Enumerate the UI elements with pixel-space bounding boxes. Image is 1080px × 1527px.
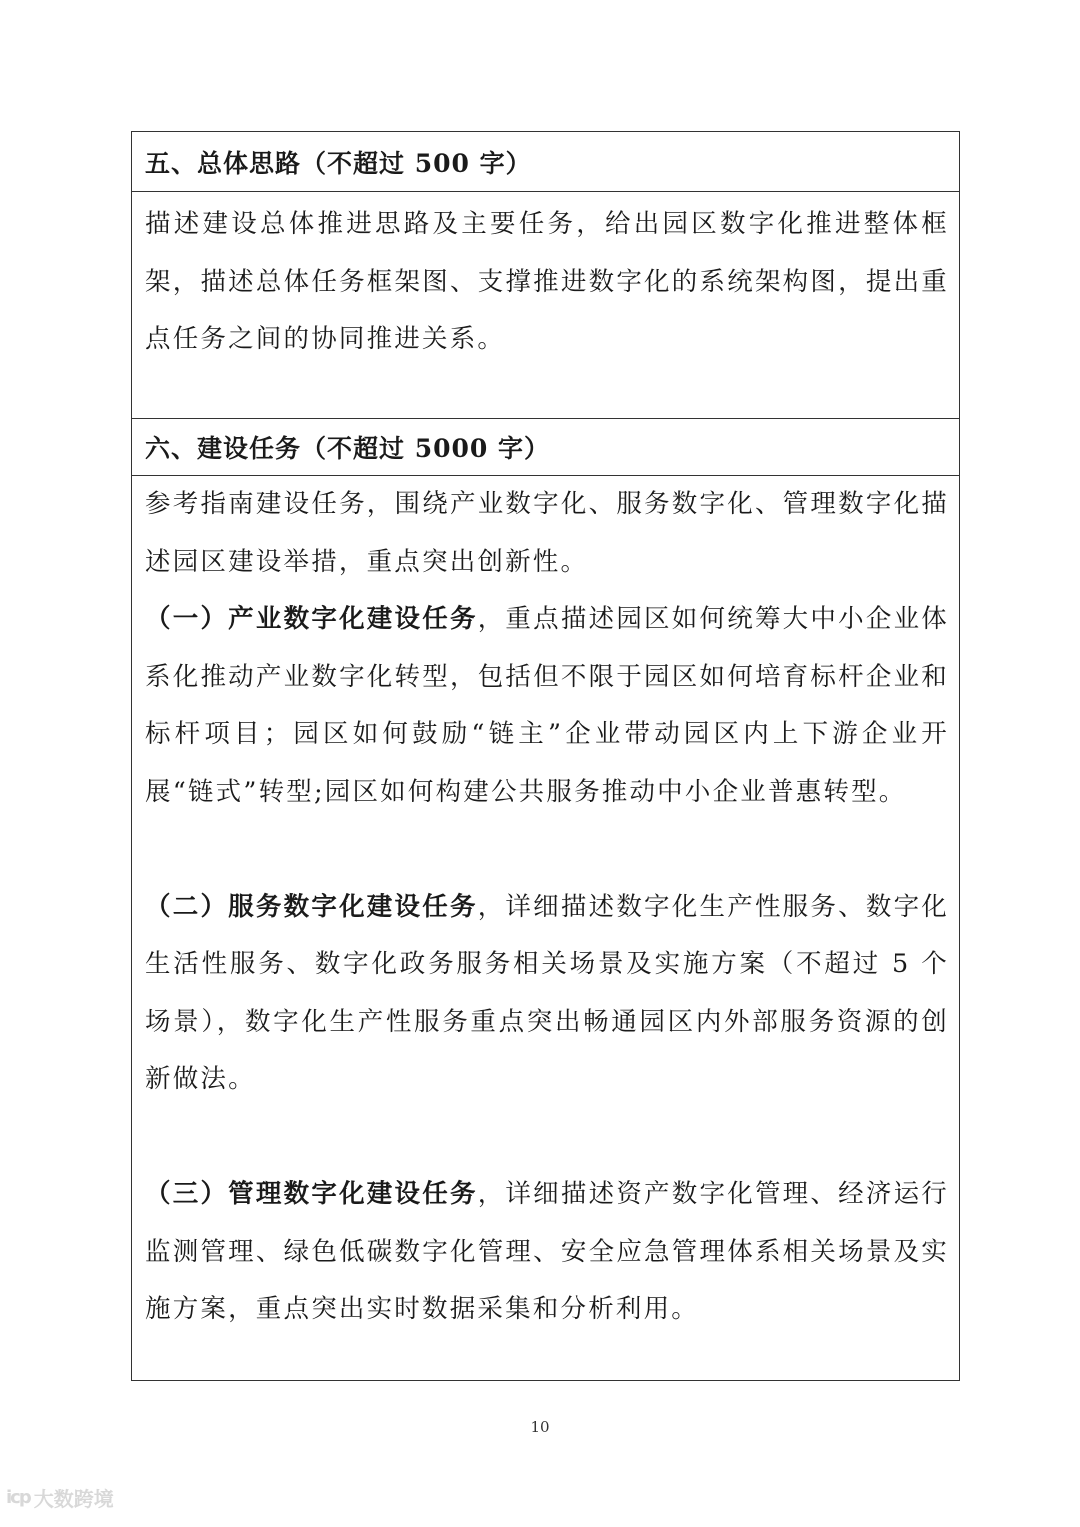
section-6-header: [132, 418, 959, 476]
task-text-management: ，详细描述资产数字化管理、经济运行监测管理、绿色低碳数字化管理、安全应急管理体系相关场景及实施方案，重点突出实时数据采集和分析利用。: [145, 1179, 949, 1324]
task-item-management: [145, 1166, 949, 1339]
task-heading-service: （二）服务数字化建设任务: [145, 891, 478, 922]
paragraph-spacer: [145, 1109, 949, 1167]
watermark-logo-icon: icp: [6, 1487, 30, 1508]
section-6-text: [145, 476, 949, 1339]
watermark: [6, 1483, 114, 1512]
section-6-body: [132, 476, 959, 1380]
paragraph-spacer: [145, 821, 949, 879]
task-text-industry: ，重点描述园区如何统筹大中小企业体系化推动产业数字化转型，包括但不限于园区如何培育标杆企业和标杆项目；园区如何鼓励“链主”企业带动园区内上下游企业开展“链式”转型;园区如何构建公共服务推动中小企业普惠转型。: [145, 604, 949, 807]
section-5-text: [145, 196, 949, 369]
page-number: 10: [530, 1418, 550, 1436]
section-5-header: [132, 132, 959, 192]
section-5-body: [132, 192, 959, 418]
task-text-service: ，详细描述数字化生产性服务、数字化生活性服务、数字化政务服务相关场景及实施方案（不超过 5 个场景），数字化生产性服务重点突出畅通园区内外部服务资源的创新做法。: [145, 891, 949, 1094]
section-6-intro: 参考指南建设任务，围绕产业数字化、服务数字化、管理数字化描述园区建设举措，重点突出创新性。: [145, 489, 949, 577]
task-heading-management: （三）管理数字化建设任务: [145, 1179, 478, 1209]
form-table: [131, 131, 960, 1381]
task-heading-industry: （一）产业数字化建设任务: [145, 604, 478, 634]
section-5-paragraph: 描述建设总体推进思路及主要任务，给出园区数字化推进整体框架，描述总体任务框架图、支撑推进数字化的系统架构图，提出重点任务之间的协同推进关系。: [145, 209, 949, 354]
section-5-title: 五、总体思路（不超过 500 字）: [145, 148, 532, 178]
watermark-text: 大数跨境: [33, 1487, 114, 1511]
section-6-title: 六、建设任务（不超过 5000 字）: [145, 434, 550, 463]
task-item-industry: [145, 591, 949, 821]
task-item-service: [145, 879, 949, 1109]
